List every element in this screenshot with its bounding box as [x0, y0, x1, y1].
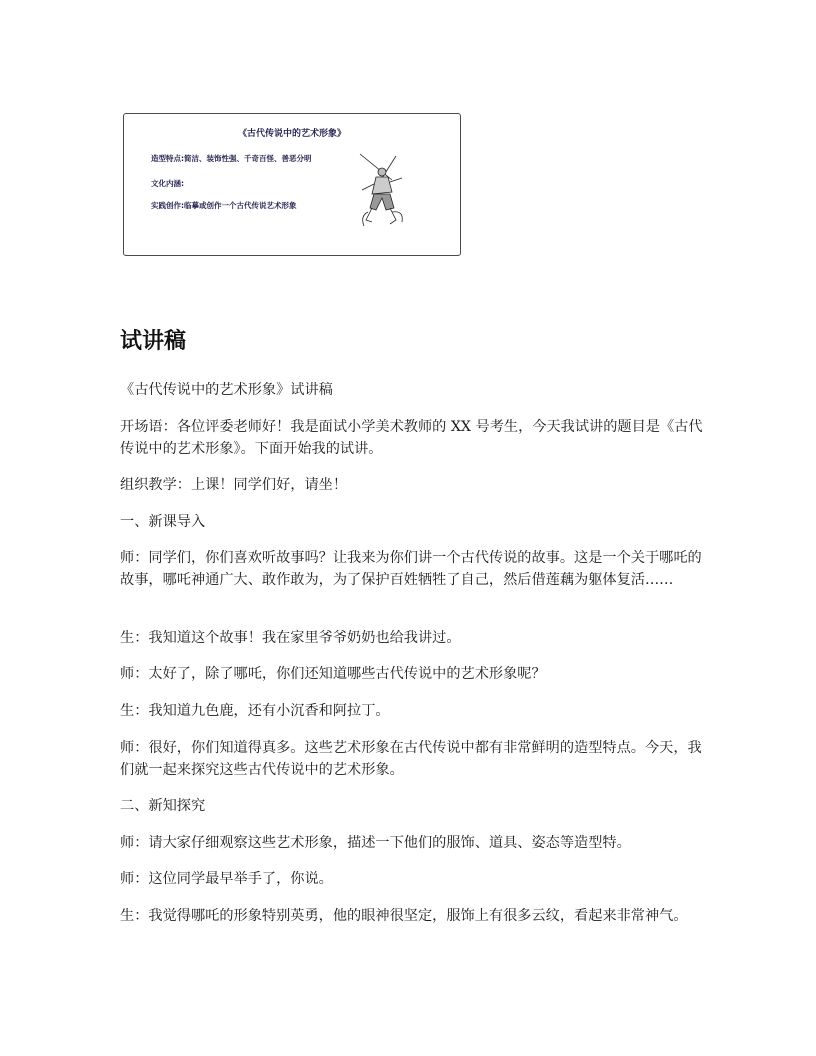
slide-thumbnail [123, 113, 461, 256]
warrior-figure-illustration [352, 150, 412, 230]
lecture-heading: 《古代传说中的艺术形象》试讲稿 [120, 382, 333, 398]
teacher-paragraph-question: 师：太好了，除了哪吒，你们还知道哪些古代传说中的艺术形象呢？ [120, 666, 546, 682]
student-paragraph-1: 生：我知道这个故事！我在家里爷爷奶奶也给我讲过。 [120, 630, 461, 646]
teacher-paragraph-story: 师：同学们，你们喜欢听故事吗？让我来为你们讲一个古代传说的故事。这是一个关于哪吒的故事，哪吒神通广大、敢作敢为，为了保护百姓牺牲了自己，然后借莲藕为躯体复活…… [120, 550, 702, 588]
document-title: 试讲稿 [120, 329, 187, 354]
organize-paragraph: 组织教学：上课！同学们好，请坐！ [120, 477, 348, 493]
teacher-paragraph-call: 师：这位同学最早举手了，你说。 [120, 871, 333, 887]
section-heading-intro: 一、新课导入 [120, 514, 206, 530]
slide-line-features: 造型特点:简洁、装饰性强、千奇百怪、善恶分明 [151, 154, 312, 163]
teacher-paragraph-praise: 师：很好，你们知道得真多。这些艺术形象在古代传说中都有非常鲜明的造型特点。今天，我们就一起来探究这些古代传说中的艺术形象。 [120, 740, 702, 778]
opening-paragraph: 开场语：各位评委老师好！我是面试小学美术教师的 XX 号考生，今天我试讲的题目是《古代传说中的艺术形象》。下面开始我的试讲。 [120, 419, 703, 457]
student-paragraph-3: 生：我觉得哪吒的形象特别英勇，他的眼神很坚定，服饰上有很多云纹，看起来非常神气。 [120, 908, 688, 924]
slide-line-culture: 文化内涵: [151, 179, 184, 188]
teacher-paragraph-observe: 师：请大家仔细观察这些艺术形象，描述一下他们的服饰、道具、姿态等造型特。 [120, 835, 631, 851]
slide-title: 《古代传说中的艺术形象》 [237, 129, 346, 139]
section-heading-explore: 二、新知探究 [120, 798, 206, 814]
slide-line-practice: 实践创作:临摹或创作一个古代传说艺术形象 [151, 201, 297, 210]
student-paragraph-2: 生：我知道九色鹿，还有小沉香和阿拉丁。 [120, 703, 390, 719]
